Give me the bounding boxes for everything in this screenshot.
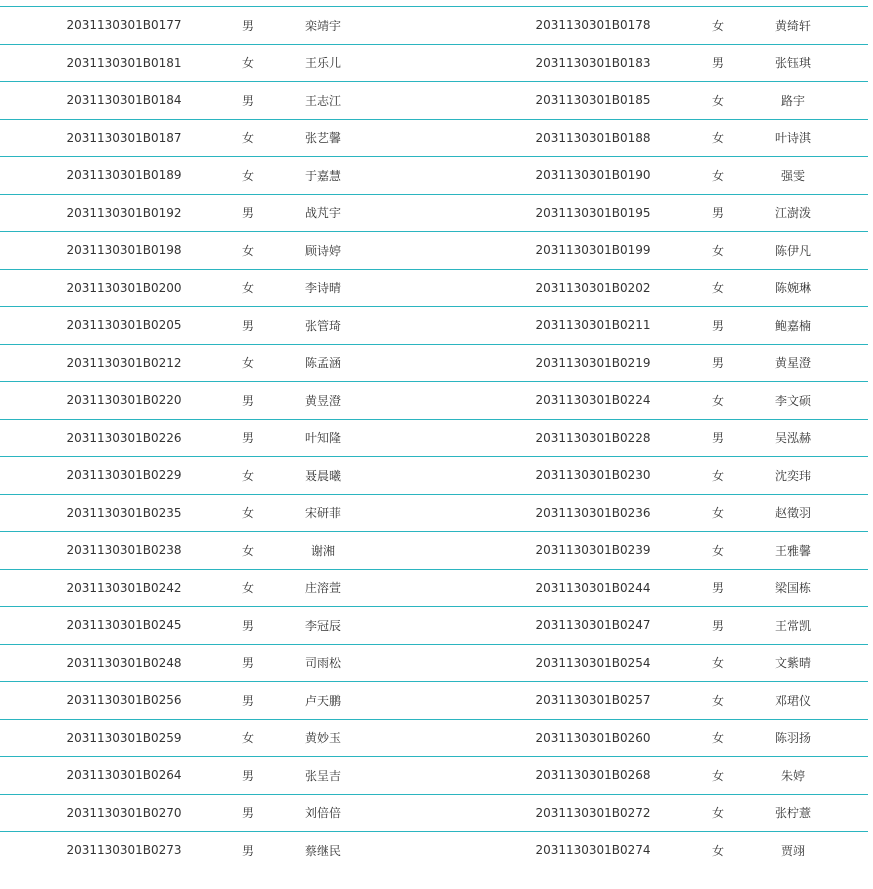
table-row xyxy=(0,719,868,757)
student-id-left: 2031130301B0242 xyxy=(66,580,182,595)
gender-left: 女 xyxy=(241,506,254,521)
gender-right: 男 xyxy=(711,431,724,446)
student-name-right: 赵徵羽 xyxy=(774,506,811,521)
gender-left: 女 xyxy=(241,468,254,483)
student-id-left: 2031130301B0245 xyxy=(66,618,182,633)
gender-left: 男 xyxy=(241,93,254,108)
student-name-right: 梁国栋 xyxy=(774,581,811,596)
gender-left: 女 xyxy=(241,356,254,371)
student-id-right: 2031130301B0188 xyxy=(535,130,651,145)
table-row xyxy=(0,156,868,194)
student-name-right: 叶诗淇 xyxy=(774,131,811,146)
student-name-left: 陈孟涵 xyxy=(304,356,341,371)
gender-right: 男 xyxy=(711,581,724,596)
student-id-right: 2031130301B0274 xyxy=(535,843,651,858)
student-id-right: 2031130301B0236 xyxy=(535,505,651,520)
table-row xyxy=(0,756,868,794)
table-row xyxy=(0,44,868,82)
table-row xyxy=(0,6,868,44)
student-name-left: 于嘉慧 xyxy=(304,168,341,183)
gender-right: 男 xyxy=(711,206,724,221)
student-id-left: 2031130301B0264 xyxy=(66,768,182,783)
gender-left: 男 xyxy=(241,618,254,633)
student-name-left: 战芃宇 xyxy=(304,206,341,221)
gender-right: 女 xyxy=(711,281,724,296)
table-row xyxy=(0,531,868,569)
table-row xyxy=(0,269,868,307)
gender-left: 男 xyxy=(241,656,254,671)
table-row xyxy=(0,569,868,607)
gender-right: 女 xyxy=(711,468,724,483)
gender-left: 男 xyxy=(241,768,254,783)
student-id-right: 2031130301B0230 xyxy=(535,468,651,483)
student-id-left: 2031130301B0226 xyxy=(66,430,182,445)
student-name-left: 聂晨曦 xyxy=(304,468,341,483)
student-name-right: 黄星澄 xyxy=(774,356,811,371)
gender-right: 男 xyxy=(711,618,724,633)
gender-right: 女 xyxy=(711,656,724,671)
gender-left: 女 xyxy=(241,168,254,183)
student-name-right: 江澍泼 xyxy=(774,206,811,221)
table-row xyxy=(0,831,868,869)
student-name-right: 张钰琪 xyxy=(774,56,811,71)
student-name-right: 王雅馨 xyxy=(774,543,811,558)
student-id-left: 2031130301B0187 xyxy=(66,130,182,145)
gender-right: 女 xyxy=(711,806,724,821)
student-id-right: 2031130301B0260 xyxy=(535,730,651,745)
student-name-right: 吴泓赫 xyxy=(774,431,811,446)
gender-left: 男 xyxy=(241,693,254,708)
student-id-left: 2031130301B0220 xyxy=(66,393,182,408)
table-row xyxy=(0,119,868,157)
gender-right: 女 xyxy=(711,543,724,558)
student-id-left: 2031130301B0189 xyxy=(66,168,182,183)
student-name-left: 黄妙玉 xyxy=(304,731,341,746)
student-name-left: 卢天鹏 xyxy=(304,693,341,708)
table-row xyxy=(0,381,868,419)
gender-right: 女 xyxy=(711,168,724,183)
student-name-right: 黄绮轩 xyxy=(774,18,811,33)
table-row xyxy=(0,494,868,532)
student-id-right: 2031130301B0190 xyxy=(535,168,651,183)
student-id-right: 2031130301B0272 xyxy=(535,805,651,820)
student-id-left: 2031130301B0229 xyxy=(66,468,182,483)
student-id-left: 2031130301B0256 xyxy=(66,693,182,708)
gender-right: 女 xyxy=(711,731,724,746)
gender-right: 女 xyxy=(711,18,724,33)
student-id-right: 2031130301B0199 xyxy=(535,243,651,258)
student-name-right: 陈羽扬 xyxy=(774,731,811,746)
student-name-left: 李诗晴 xyxy=(304,281,341,296)
student-name-right: 路宇 xyxy=(780,93,805,108)
student-id-right: 2031130301B0195 xyxy=(535,205,651,220)
student-name-right: 邓珺仪 xyxy=(774,693,811,708)
gender-left: 女 xyxy=(241,581,254,596)
student-id-right: 2031130301B0268 xyxy=(535,768,651,783)
gender-right: 女 xyxy=(711,93,724,108)
student-name-left: 黄昱澄 xyxy=(304,393,341,408)
student-name-right: 张柠薏 xyxy=(774,806,811,821)
table-row xyxy=(0,81,868,119)
gender-left: 女 xyxy=(241,731,254,746)
student-id-right: 2031130301B0239 xyxy=(535,543,651,558)
student-name-left: 张管琦 xyxy=(304,318,341,333)
student-name-right: 鲍嘉楠 xyxy=(774,318,811,333)
table-row xyxy=(0,419,868,457)
table-row xyxy=(0,644,868,682)
table-row xyxy=(0,344,868,382)
student-name-left: 栾靖宇 xyxy=(304,18,341,33)
student-name-right: 陈伊凡 xyxy=(774,243,811,258)
student-name-right: 李文硕 xyxy=(774,393,811,408)
student-name-left: 王志江 xyxy=(304,93,341,108)
student-id-right: 2031130301B0224 xyxy=(535,393,651,408)
table-row xyxy=(0,306,868,344)
student-name-right: 陈婉琳 xyxy=(774,281,811,296)
gender-left: 男 xyxy=(241,206,254,221)
student-name-left: 张呈吉 xyxy=(304,768,341,783)
gender-left: 女 xyxy=(241,131,254,146)
student-name-left: 李冠辰 xyxy=(304,618,341,633)
student-name-left: 顾诗婷 xyxy=(304,243,341,258)
student-id-right: 2031130301B0178 xyxy=(535,18,651,33)
table-row xyxy=(0,606,868,644)
gender-left: 男 xyxy=(241,431,254,446)
student-name-right: 文紫晴 xyxy=(774,656,811,671)
student-id-left: 2031130301B0235 xyxy=(66,505,182,520)
gender-right: 女 xyxy=(711,843,724,858)
student-id-left: 2031130301B0270 xyxy=(66,805,182,820)
gender-right: 女 xyxy=(711,693,724,708)
gender-left: 男 xyxy=(241,843,254,858)
student-id-left: 2031130301B0212 xyxy=(66,355,182,370)
gender-left: 女 xyxy=(241,56,254,71)
student-name-left: 谢湘 xyxy=(310,543,335,558)
student-name-right: 贾翊 xyxy=(780,843,805,858)
student-id-right: 2031130301B0228 xyxy=(535,430,651,445)
student-name-left: 王乐儿 xyxy=(304,56,341,71)
gender-left: 男 xyxy=(241,318,254,333)
student-id-left: 2031130301B0205 xyxy=(66,318,182,333)
student-id-left: 2031130301B0198 xyxy=(66,243,182,258)
student-id-left: 2031130301B0273 xyxy=(66,843,182,858)
table-row xyxy=(0,194,868,232)
student-id-right: 2031130301B0202 xyxy=(535,280,651,295)
student-name-left: 宋研菲 xyxy=(304,506,341,521)
student-name-right: 朱婷 xyxy=(780,768,805,783)
student-id-left: 2031130301B0259 xyxy=(66,730,182,745)
student-id-right: 2031130301B0247 xyxy=(535,618,651,633)
student-name-left: 叶知隆 xyxy=(304,431,341,446)
table-row xyxy=(0,794,868,832)
student-id-right: 2031130301B0254 xyxy=(535,655,651,670)
student-id-left: 2031130301B0200 xyxy=(66,280,182,295)
gender-left: 女 xyxy=(241,243,254,258)
student-name-right: 沈奕玮 xyxy=(774,468,811,483)
table-row xyxy=(0,681,868,719)
student-id-right: 2031130301B0219 xyxy=(535,355,651,370)
gender-right: 女 xyxy=(711,131,724,146)
gender-left: 男 xyxy=(241,18,254,33)
student-name-left: 司雨松 xyxy=(304,656,341,671)
student-list-table xyxy=(0,6,868,869)
student-id-left: 2031130301B0184 xyxy=(66,93,182,108)
gender-right: 男 xyxy=(711,318,724,333)
gender-right: 女 xyxy=(711,393,724,408)
student-id-right: 2031130301B0211 xyxy=(535,318,651,333)
student-name-left: 庄溶萱 xyxy=(304,581,341,596)
student-id-left: 2031130301B0238 xyxy=(66,543,182,558)
student-name-right: 强雯 xyxy=(780,168,805,183)
student-id-left: 2031130301B0192 xyxy=(66,205,182,220)
gender-left: 男 xyxy=(241,393,254,408)
student-id-left: 2031130301B0181 xyxy=(66,55,182,70)
gender-left: 女 xyxy=(241,281,254,296)
gender-right: 男 xyxy=(711,56,724,71)
table-row xyxy=(0,231,868,269)
student-name-right: 王常凯 xyxy=(774,618,811,633)
gender-left: 男 xyxy=(241,806,254,821)
gender-right: 女 xyxy=(711,768,724,783)
student-id-right: 2031130301B0183 xyxy=(535,55,651,70)
gender-right: 女 xyxy=(711,243,724,258)
student-name-left: 蔡继民 xyxy=(304,843,341,858)
student-name-left: 张艺馨 xyxy=(304,131,341,146)
student-name-left: 刘倍倍 xyxy=(304,806,341,821)
gender-left: 女 xyxy=(241,543,254,558)
gender-right: 女 xyxy=(711,506,724,521)
table-row xyxy=(0,456,868,494)
student-id-right: 2031130301B0244 xyxy=(535,580,651,595)
student-id-left: 2031130301B0177 xyxy=(66,18,182,33)
student-id-left: 2031130301B0248 xyxy=(66,655,182,670)
student-id-right: 2031130301B0185 xyxy=(535,93,651,108)
gender-right: 男 xyxy=(711,356,724,371)
student-id-right: 2031130301B0257 xyxy=(535,693,651,708)
